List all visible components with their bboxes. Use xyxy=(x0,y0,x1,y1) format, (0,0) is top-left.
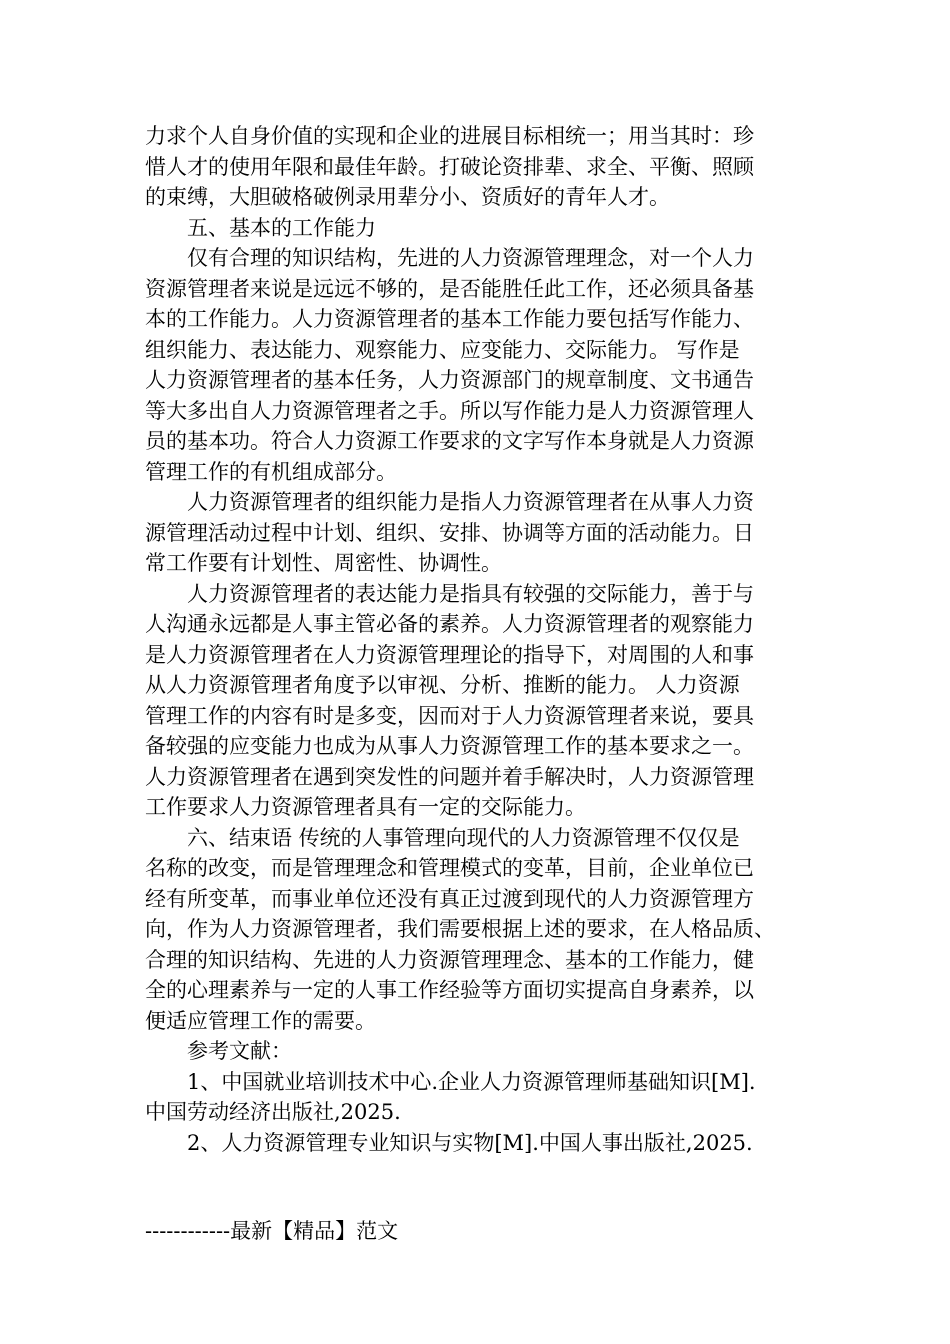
text-line: 本的工作能力。人力资源管理者的基本工作能力要包括写作能力、 xyxy=(145,307,754,331)
text-line: 人力资源管理者的组织能力是指人力资源管理者在从事人力资 xyxy=(187,490,754,514)
text-line: 1、中国就业培训技术中心.企业人力资源管理师基础知识[M]. xyxy=(187,1069,756,1094)
text-line: 人力资源管理者的表达能力是指具有较强的交际能力，善于与 xyxy=(187,581,754,606)
text-line: 管理工作的内容有时是多变，因而对于人力资源管理者来说，要具 xyxy=(145,703,754,728)
text-line: 源管理活动过程中计划、组织、安排、协调等方面的活动能力。日 xyxy=(145,520,754,545)
text-line: 便适应管理工作的需要。 xyxy=(145,1008,376,1033)
document-page xyxy=(145,121,795,1247)
text-line: 六、结束语 传统的人事管理向现代的人力资源管理不仅仅是 xyxy=(187,825,740,850)
text-line: 惜人才的使用年限和最佳年龄。打破论资排辈、求全、平衡、照顾 xyxy=(145,154,754,179)
text-line: 资源管理者来说是远远不够的，是否能胜任此工作，还必须具备基 xyxy=(145,276,754,301)
text-line: 的束缚，大胆破格破例录用辈分小、资质好的青年人才。 xyxy=(145,185,670,209)
text-line: 备较强的应变能力也成为从事人力资源管理工作的基本要求之一。 xyxy=(145,734,754,758)
text-line: 2、人力资源管理专业知识与实物[M].中国人事出版社,2025. xyxy=(187,1130,753,1155)
text-line: 中国劳动经济出版社,2025. xyxy=(145,1100,401,1124)
text-line: 五、基本的工作能力 xyxy=(187,215,376,240)
text-line: 人沟通永远都是人事主管必备的素养。人力资源管理者的观察能力 xyxy=(145,612,754,636)
document-body xyxy=(145,121,795,1158)
text-line: 是人力资源管理者在人力资源管理理论的指导下，对周围的人和事 xyxy=(145,642,754,667)
document-footer: ------------最新【精品】范文 xyxy=(145,1219,399,1243)
text-line: 合理的知识结构、先进的人力资源管理理念、基本的工作能力，健 xyxy=(145,947,754,972)
text-line: 人力资源管理者的基本任务，人力资源部门的规章制度、文书通告 xyxy=(145,368,754,392)
spacer xyxy=(145,1158,795,1216)
text-line: 经有所变革，而事业单位还没有真正过渡到现代的人力资源管理方 xyxy=(145,886,754,911)
text-line: 工作要求人力资源管理者具有一定的交际能力。 xyxy=(145,795,586,819)
text-line: 力求个人自身价值的实现和企业的进展目标相统一；用当其时：珍 xyxy=(145,124,754,148)
text-line: 组织能力、表达能力、观察能力、应变能力、交际能力。 写作是 xyxy=(145,337,740,362)
text-line: 员的基本功。符合人力资源工作要求的文字写作本身就是人力资源 xyxy=(145,429,754,453)
text-line: 从人力资源管理者角度予以审视、分析、推断的能力。 人力资源 xyxy=(145,673,740,697)
text-line: 管理工作的有机组成部分。 xyxy=(145,459,397,484)
text-line: 常工作要有计划性、周密性、协调性。 xyxy=(145,551,502,575)
text-line: 全的心理素养与一定的人事工作经验等方面切实提高自身素养，以 xyxy=(145,978,754,1002)
text-line: 向，作为人力资源管理者，我们需要根据上述的要求，在人格品质、 xyxy=(145,917,775,941)
text-line: 名称的改变，而是管理理念和管理模式的变革，目前，企业单位已 xyxy=(145,856,754,880)
text-line: 等大多出自人力资源管理者之手。所以写作能力是人力资源管理人 xyxy=(145,398,754,423)
text-line: 参考文献： xyxy=(187,1039,292,1063)
text-line: 仅有合理的知识结构，先进的人力资源管理理念，对一个人力 xyxy=(187,246,754,270)
text-line: 人力资源管理者在遇到突发性的问题并着手解决时，人力资源管理 xyxy=(145,764,754,789)
